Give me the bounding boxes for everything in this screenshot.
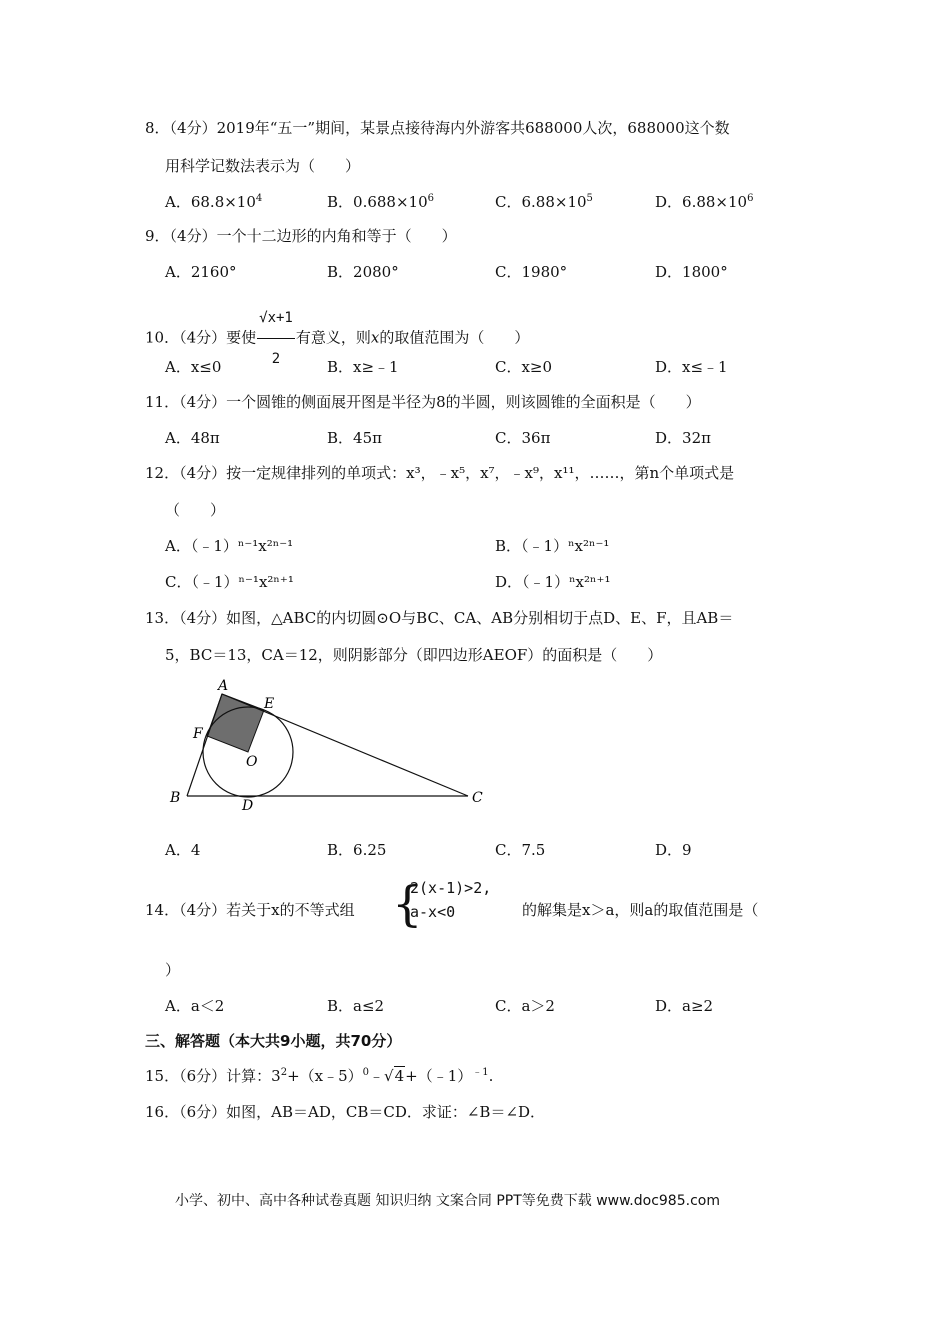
label-c: C: [472, 790, 483, 806]
q11-option-b: B．45π: [327, 429, 382, 447]
q8-option-c-text: C．6.88×10: [495, 193, 587, 211]
q10-option-b: B．x≥﹣1: [327, 358, 399, 376]
label-o: O: [246, 754, 258, 770]
q8-option-c-exp: 5: [586, 193, 593, 204]
label-b: B: [170, 790, 181, 806]
label-d: D: [242, 798, 254, 814]
q15-exp3: ﹣1: [472, 1067, 489, 1078]
q12-option-c: C．（﹣1）ⁿ⁻¹x²ⁿ⁺¹: [165, 573, 294, 591]
side-ac: [222, 694, 468, 796]
section-heading: 三、解答题（本大共9小题，共70分）: [145, 1032, 402, 1050]
q9-option-b: B．2080°: [327, 263, 399, 281]
q10-stem-post1: 有意义，则: [295, 328, 371, 347]
q8-option-b-text: B．0.688×10: [327, 193, 428, 211]
q14-brace: {: [392, 876, 423, 932]
q15-exp1: 2: [280, 1067, 288, 1078]
q13-option-a: A．4: [165, 841, 201, 859]
q14-system-line2: a-x<0: [410, 903, 456, 921]
q15-end: .: [488, 1067, 494, 1085]
q15-radicand: 4: [394, 1067, 405, 1085]
q11-option-c: C．36π: [495, 429, 551, 447]
label-f: F: [193, 726, 203, 742]
q13-figure: [160, 672, 500, 822]
q11-stem: 11．（4分）一个圆锥的侧面展开图是半径为8的半圆，则该圆锥的全面积是（ ）: [145, 393, 701, 411]
q13-stem-line2: 5，BC＝13，CA＝12，则阴影部分（即四边形AEOF）的面积是（ ）: [165, 646, 663, 664]
q8-option-c: [495, 192, 593, 212]
q12-stem-line1: 12．（4分）按一定规律排列的单项式：x³，﹣x⁵，x⁷，﹣x⁹，x¹¹，……，第n个单项式是: [145, 464, 735, 482]
q12-option-d: D．（﹣1）ⁿx²ⁿ⁺¹: [495, 573, 611, 591]
q15-sqrt: √4: [384, 1067, 405, 1085]
q9-option-c: C．1980°: [495, 263, 568, 281]
q9-option-a: A．2160°: [165, 263, 237, 281]
q8-option-b: [327, 192, 434, 212]
q8-option-a: [165, 192, 262, 212]
q8-option-a-exp: 4: [255, 193, 263, 204]
q14-stem-post: 的解集是x＞a，则a的取值范围是（: [522, 901, 759, 919]
q9-stem: 9．（4分）一个十二边形的内角和等于（ ）: [145, 227, 457, 245]
q10-stem-pre: 10．（4分）要使: [145, 328, 257, 347]
q8-option-d-exp: 6: [747, 193, 754, 204]
q8-option-d: [655, 192, 753, 212]
q15-stem: [145, 1066, 493, 1086]
q12-stem-line2: （ ）: [165, 501, 226, 519]
q14-system-line1: 2(x-1)>2,: [410, 879, 492, 897]
shaded-quadrilateral-aeof: [207, 694, 264, 752]
q15-pre: 15．（6分）计算：3: [145, 1067, 281, 1085]
q16-stem: 16．（6分）如图，AB＝AD，CB＝CD．求证：∠B＝∠D．: [145, 1103, 546, 1121]
q14-stem-pre: 14．（4分）若关于x的不等式组: [145, 901, 355, 919]
q11-option-d: D．32π: [655, 429, 711, 447]
q9-option-d: D．1800°: [655, 263, 728, 281]
q15-exp2: 0: [362, 1067, 370, 1078]
q10-numerator: √x+1: [257, 298, 295, 339]
q10-option-c: C．x≥0: [495, 358, 553, 376]
q13-option-c: C．7.5: [495, 841, 546, 859]
label-e: E: [264, 696, 275, 712]
q15-mid2: ﹣: [369, 1067, 385, 1085]
side-ab: [187, 694, 222, 796]
q11-option-a: A．48π: [165, 429, 220, 447]
q8-stem-line2: 用科学记数法表示为（ ）: [165, 157, 361, 175]
q14-system: [410, 876, 491, 924]
q14-option-d: D．a≥2: [655, 997, 714, 1015]
q10-denominator: 2: [271, 351, 281, 367]
q14-stem-line2: ）: [165, 961, 181, 979]
q10-fraction: [257, 298, 295, 379]
footer-text: 小学、初中、高中各种试卷真题 知识归纳 文案合同 PPT等免费下载 www.doc985.com: [175, 1193, 720, 1209]
q10-option-d: D．x≤﹣1: [655, 358, 728, 376]
q14-option-b: B．a≤2: [327, 997, 385, 1015]
q13-option-b: B．6.25: [327, 841, 387, 859]
q10-option-a: A．x≤0: [165, 358, 222, 376]
q15-mid: +（x﹣5）: [287, 1067, 363, 1085]
label-a: A: [218, 678, 229, 694]
q10-var: x: [370, 328, 380, 347]
q12-option-b: B．（﹣1）ⁿx²ⁿ⁻¹: [495, 537, 610, 555]
q8-option-a-text: A．68.8×10: [165, 193, 256, 211]
q10-radicand: x+1: [267, 310, 293, 326]
q8-stem-line1: 8．（4分）2019年“五一”期间，某景点接待海内外游客共688000人次，688000这个数: [145, 119, 730, 137]
q8-option-d-text: D．6.88×10: [655, 193, 748, 211]
q15-mid3: +（﹣1）: [405, 1067, 473, 1085]
q14-option-c: C．a＞2: [495, 997, 555, 1015]
q13-stem-line1: 13．（4分）如图，△ABC的内切圆⊙O与BC、CA、AB分别相切于点D、E、F，且AB＝: [145, 609, 734, 627]
q12-option-a: A．（﹣1）ⁿ⁻¹x²ⁿ⁻¹: [165, 537, 294, 555]
q14-option-a: A．a＜2: [165, 997, 225, 1015]
q8-option-b-exp: 6: [427, 193, 434, 204]
q10-stem-post2: 的取值范围为（ ）: [379, 328, 530, 347]
q13-option-d: D．9: [655, 841, 692, 859]
